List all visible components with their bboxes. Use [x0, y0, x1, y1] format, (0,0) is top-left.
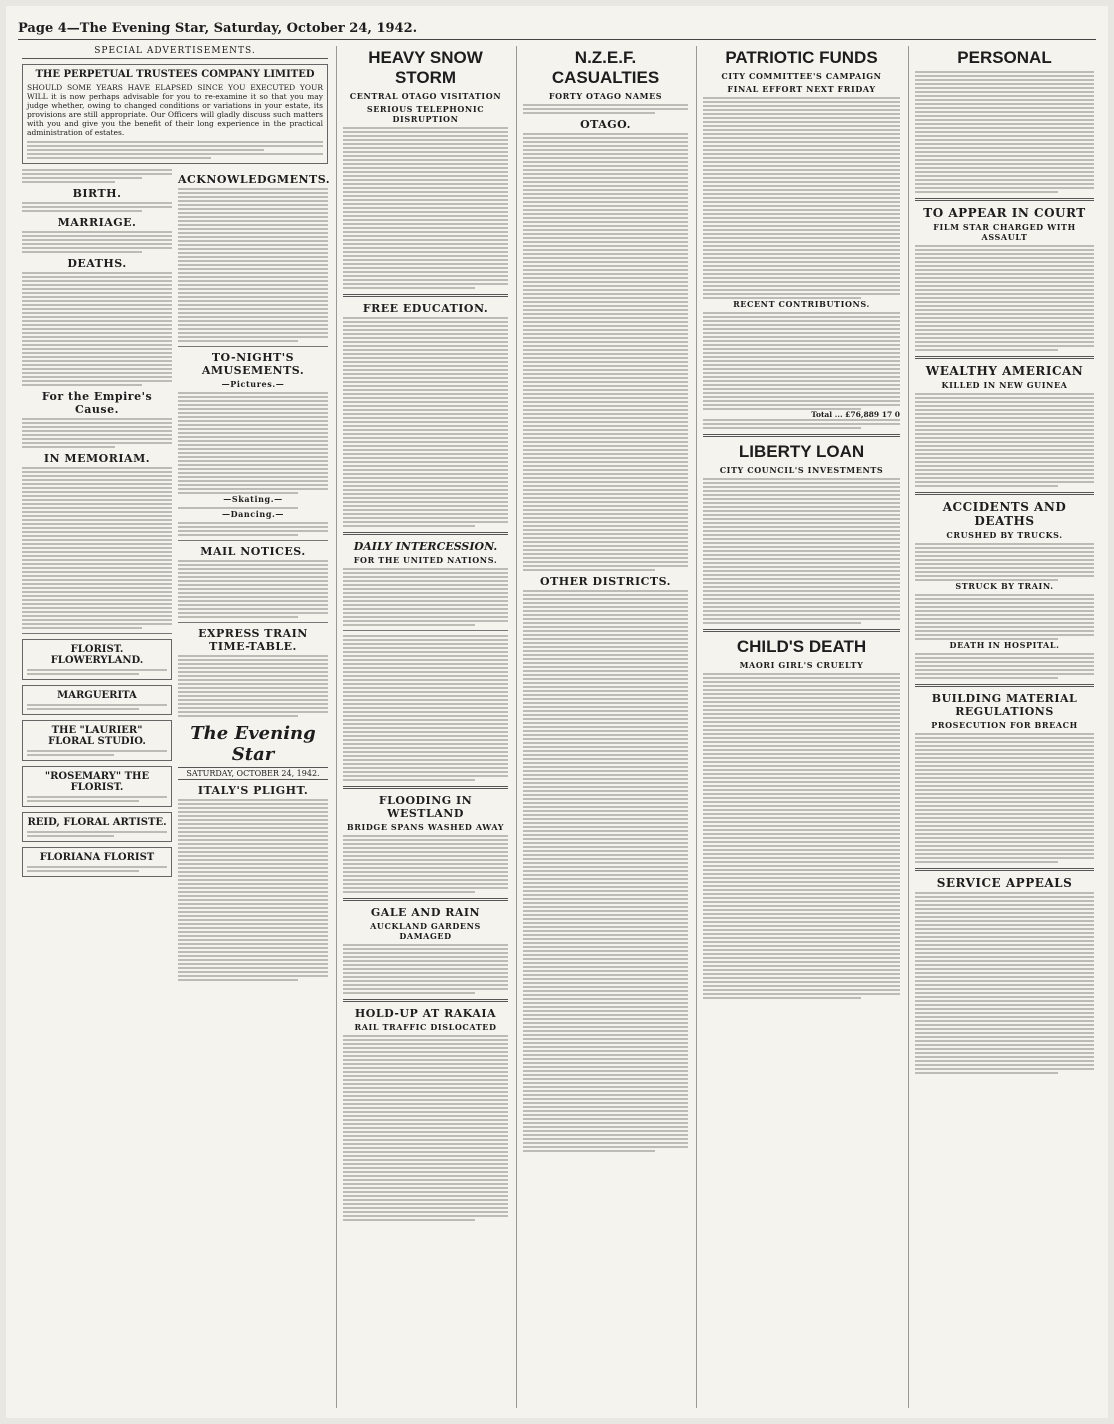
- daily-intercession-heading: DAILY INTERCESSION.: [353, 540, 498, 553]
- express-heading: EXPRESS TRAIN TIME-TABLE.: [198, 627, 308, 653]
- florist-advert-3: THE "LAURIER" FLORAL STUDIO.: [22, 720, 172, 761]
- free-education-heading: FREE EDUCATION.: [362, 302, 489, 315]
- holdup-heading: HOLD-UP AT RAKAIA: [354, 1007, 497, 1020]
- childs-death-headline: CHILD'S DEATH: [736, 637, 867, 656]
- wealthy-sub: KILLED IN NEW GUINEA: [941, 380, 1068, 390]
- paper-date: SATURDAY, OCTOBER 24, 1942.: [178, 767, 328, 780]
- nzef-headline: N.Z.E.F. CASUALTIES: [551, 48, 660, 87]
- empire-cause-heading: For the Empire's Cause.: [41, 390, 153, 416]
- struck-sub: STRUCK BY TRAIN.: [955, 581, 1054, 591]
- pictures-subheading: —Pictures.—: [221, 379, 285, 389]
- flooding-sub: BRIDGE SPANS WASHED AWAY: [346, 822, 505, 832]
- patriotic-headline: PATRIOTIC FUNDS: [725, 48, 878, 67]
- amusements-heading: TO-NIGHT'S AMUSEMENTS.: [201, 351, 305, 377]
- total-line: Total ... £76,889 17 0: [811, 410, 900, 419]
- gale-sub: AUCKLAND GARDENS DAMAGED: [370, 921, 481, 941]
- prosecution-sub: PROSECUTION FOR BREACH: [931, 720, 1078, 730]
- final-effort-sub: FINAL EFFORT NEXT FRIDAY: [727, 84, 876, 94]
- campaign-sub: CITY COMMITTEE'S CAMPAIGN: [721, 71, 882, 81]
- otago-heading: OTAGO.: [580, 118, 631, 131]
- heavy-snow-sub2: SERIOUS TELEPHONIC DISRUPTION: [366, 104, 485, 124]
- column-4: [696, 46, 906, 1408]
- heavy-snow-headline: HEAVY SNOW STORM: [368, 48, 483, 87]
- paper-nameplate: The Evening Star: [190, 723, 316, 765]
- page-masthead: [18, 18, 1096, 40]
- masthead-title: Page 4—The Evening Star, Saturday, October 24, 1942.: [18, 21, 418, 36]
- italy-heading: ITALY'S PLIGHT.: [197, 784, 309, 797]
- court-sub: FILM STAR CHARGED WITH ASSAULT: [933, 222, 1076, 242]
- trustee-advert: [22, 64, 328, 164]
- heavy-snow-sub: CENTRAL OTAGO VISITATION: [349, 91, 502, 101]
- florist-advert-2: MARGUERITA: [22, 685, 172, 715]
- column-5: [908, 46, 1100, 1408]
- crushed-sub: CRUSHED BY TRUCKS.: [946, 530, 1063, 540]
- childs-death-sub: MAORI GIRL'S CRUELTY: [739, 660, 864, 670]
- mail-notices-heading: MAIL NOTICES.: [200, 545, 306, 558]
- forty-names-sub: FORTY OTAGO NAMES: [548, 91, 663, 101]
- liberty-loan-headline: LIBERTY LOAN: [738, 442, 865, 461]
- acknowledgments-heading: ACKNOWLEDGMENTS.: [178, 173, 331, 186]
- holdup-sub: RAIL TRAFFIC DISLOCATED: [354, 1022, 497, 1032]
- building-heading: BUILDING MATERIAL REGULATIONS: [931, 692, 1078, 718]
- dancing-subheading: —Dancing.—: [221, 509, 285, 519]
- florist-advert-1: FLORIST. FLOWERYLAND.: [22, 639, 172, 680]
- column-1: [16, 46, 334, 1408]
- skating-subheading: —Skating.—: [223, 494, 283, 504]
- personal-headline: PERSONAL: [957, 48, 1052, 67]
- deaths-heading: DEATHS.: [67, 257, 127, 270]
- in-memoriam-heading: IN MEMORIAM.: [43, 452, 151, 465]
- flooding-heading: FLOODING IN WESTLAND: [378, 794, 473, 820]
- hospital-sub: DEATH IN HOSPITAL.: [949, 640, 1060, 650]
- court-heading: TO APPEAR IN COURT: [923, 206, 1086, 220]
- wealthy-heading: WEALTHY AMERICAN: [925, 364, 1084, 378]
- trustee-body: SHOULD SOME YEARS HAVE ELAPSED SINCE YOU EXECUTED YOUR WILL it is now perhaps advisable for you to re-examine it so that you may judge whether, owing to changed conditions or variations in your estate, its provisions are still appropriate. Our Officers will gladly discuss such matters with you and give you the benefit of their long experience in the practical administration of estates.: [27, 83, 323, 137]
- special-ads-label: SPECIAL ADVERTISEMENTS.: [22, 46, 328, 59]
- other-districts-heading: OTHER DISTRICTS.: [540, 575, 671, 588]
- service-heading: SERVICE APPEALS: [936, 876, 1073, 890]
- births-heading: BIRTH.: [72, 187, 122, 200]
- gale-heading: GALE AND RAIN: [370, 906, 481, 919]
- newspaper-page: [6, 6, 1108, 1418]
- column-3: [516, 46, 694, 1408]
- florist-advert-5: REID, FLORAL ARTISTE.: [22, 812, 172, 842]
- trustee-title: THE PERPETUAL TRUSTEES COMPANY LIMITED: [35, 69, 315, 80]
- florist-advert-6: FLORIANA FLORIST: [22, 847, 172, 877]
- marriage-heading: MARRIAGE.: [57, 216, 137, 229]
- accidents-heading: ACCIDENTS AND DEATHS: [942, 500, 1067, 528]
- daily-intercession-sub: FOR THE UNITED NATIONS.: [353, 555, 498, 565]
- column-2: [336, 46, 514, 1408]
- florist-advert-4: "ROSEMARY" THE FLORIST.: [22, 766, 172, 807]
- recent-contributions: RECENT CONTRIBUTIONS.: [733, 299, 870, 309]
- liberty-loan-sub: CITY COUNCIL'S INVESTMENTS: [719, 465, 884, 475]
